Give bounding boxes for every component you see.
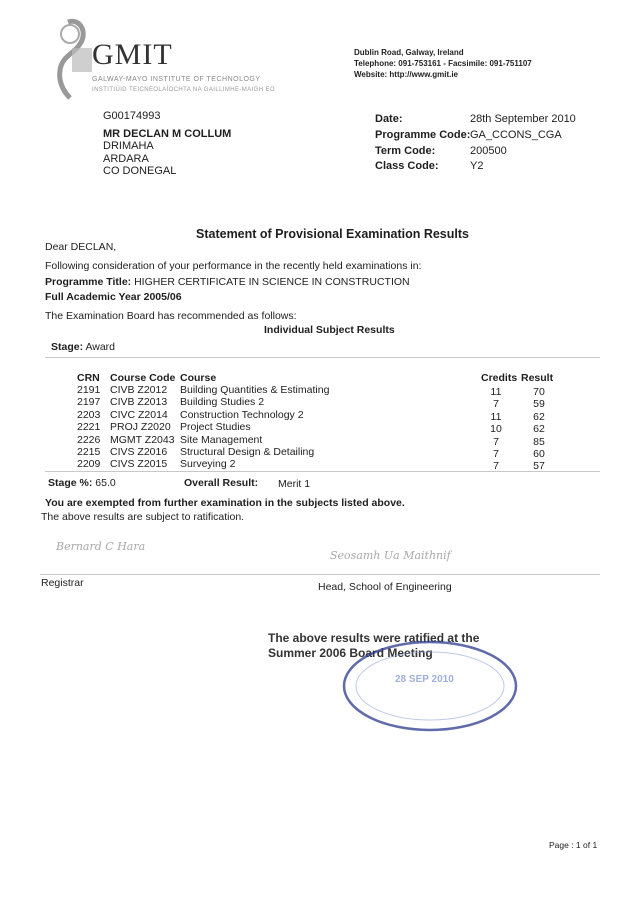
table-cell: 57 xyxy=(533,460,545,473)
stage-label: Stage: xyxy=(51,341,84,353)
stamp-text-line1: The above results were ratified at the xyxy=(268,631,480,645)
ratification-text: The above results are subject to ratification. xyxy=(41,511,245,523)
salutation: Dear DECLAN, xyxy=(45,241,117,253)
stamp-text-line2: Summer 2006 Board Meeting xyxy=(268,646,433,660)
table-cell: 62 xyxy=(533,423,545,436)
head-signature: Seosamh Ua Maithnif xyxy=(330,549,451,562)
term-code-value: 200500 xyxy=(470,145,507,157)
table-cell: 7 xyxy=(493,447,499,460)
institution-name: GALWAY-MAYO INSTITUTE OF TECHNOLOGY xyxy=(92,76,261,83)
institution-phone: Telephone: 091-753161 - Facsimile: 091-751107 xyxy=(354,59,532,68)
table-cell: 85 xyxy=(533,435,545,448)
table-cell: 59 xyxy=(533,398,545,411)
stage-line xyxy=(51,341,115,353)
table-cell: 2215 xyxy=(77,445,101,458)
signature-line xyxy=(40,574,600,575)
class-code-value: Y2 xyxy=(470,160,484,172)
table-cell: 2191 xyxy=(77,384,101,396)
stage-percent-value: 65.0 xyxy=(95,477,116,489)
programme-title-value: HIGHER CERTIFICATE IN SCIENCE IN CONSTRUCTION xyxy=(134,276,410,288)
table-cell: CIVS Z2016 xyxy=(110,445,168,458)
table-cell: Site Management xyxy=(180,433,263,446)
table-cell: Surveying 2 xyxy=(180,458,236,471)
term-code-label: Term Code: xyxy=(375,145,436,157)
table-cell: CIVS Z2015 xyxy=(110,458,168,471)
table-cell: 2226 xyxy=(77,433,101,446)
logo-wordmark: GMIT xyxy=(92,38,173,71)
date-label: Date: xyxy=(375,113,403,125)
overall-result-label: Overall Result: xyxy=(184,477,259,489)
stage-percent-label: Stage %: xyxy=(48,477,93,489)
student-id: G00174993 xyxy=(103,110,161,122)
header-crn: CRN xyxy=(77,372,100,384)
table-cell: Project Studies xyxy=(180,421,251,434)
header-course-code: Course Code xyxy=(110,372,176,384)
date-stamp-icon xyxy=(330,632,520,742)
divider xyxy=(45,471,600,472)
address-line: CO DONEGAL xyxy=(103,165,177,177)
address-line: ARDARA xyxy=(103,152,149,165)
table-cell: 7 xyxy=(493,398,499,411)
table-cell: Structural Design & Detailing xyxy=(180,445,315,458)
table-cell: 2209 xyxy=(77,458,101,471)
stage-percent xyxy=(48,477,116,489)
table-cell: Building Quantities & Estimating xyxy=(180,384,330,396)
stamp-date-text: 28 SEP 2010 xyxy=(395,674,454,685)
result-column xyxy=(530,386,548,473)
date-value: 28th September 2010 xyxy=(470,113,576,125)
table-cell: CIVB Z2013 xyxy=(110,396,168,409)
table-cell: 2203 xyxy=(77,408,101,421)
header-credits: Credits xyxy=(481,372,518,384)
header-result: Result xyxy=(521,372,554,384)
programme-title-label: Programme Title: xyxy=(45,276,132,288)
institution-website: Website: http://www.gmit.ie xyxy=(354,70,458,79)
overall-result-value: Merit 1 xyxy=(278,478,311,490)
institution-logo xyxy=(40,12,280,102)
institution-address: Dublin Road, Galway, Ireland xyxy=(354,48,464,57)
registrar-label: Registrar xyxy=(41,577,84,589)
results-heading: Individual Subject Results xyxy=(264,324,395,336)
table-cell: 10 xyxy=(490,423,502,436)
crn-column xyxy=(77,384,100,471)
table-cell: CIVC Z2014 xyxy=(110,408,168,421)
course-column xyxy=(180,384,329,471)
table-cell: 11 xyxy=(490,410,502,423)
table-cell: Construction Technology 2 xyxy=(180,408,304,421)
table-cell: Building Studies 2 xyxy=(180,396,265,409)
exemption-text: You are exempted from further examination in the subjects listed above. xyxy=(45,497,405,509)
institution-name-irish: INSTITIÚID TEICNEOLAÍOCHTA NA GAILLIMHE-MAIGH EO xyxy=(92,87,276,93)
class-code-label: Class Code: xyxy=(375,160,439,172)
academic-year: Full Academic Year 2005/06 xyxy=(45,291,182,303)
recipient-address xyxy=(103,140,176,178)
table-cell: 2197 xyxy=(77,396,101,409)
table-cell: CIVB Z2012 xyxy=(110,384,168,396)
table-cell: MGMT Z2043 xyxy=(110,433,175,446)
table-cell: 2221 xyxy=(77,421,101,434)
table-cell: 7 xyxy=(493,435,499,448)
head-label: Head, School of Engineering xyxy=(318,581,452,593)
table-cell: 62 xyxy=(533,410,545,423)
address-line: DRIMAHA xyxy=(103,140,154,152)
header-course: Course xyxy=(180,372,217,384)
statement-title: Statement of Provisional Examination Results xyxy=(196,227,469,241)
table-cell: PROJ Z2020 xyxy=(110,421,171,434)
table-cell: 7 xyxy=(493,460,499,473)
table-cell: 70 xyxy=(533,386,545,398)
programme-code-value: GA_CCONS_CGA xyxy=(470,129,562,141)
table-cell: 11 xyxy=(490,386,502,398)
divider xyxy=(45,357,600,358)
recipient-name: MR DECLAN M COLLUM xyxy=(103,128,232,140)
registrar-signature: Bernard C Hara xyxy=(56,540,146,553)
board-text: The Examination Board has recommended as follows: xyxy=(45,310,297,322)
table-cell: 60 xyxy=(533,447,545,460)
course-code-column xyxy=(110,384,175,471)
programme-code-label: Programme Code: xyxy=(375,129,471,141)
credits-column xyxy=(486,386,506,473)
stage-value: Award xyxy=(85,341,116,353)
page-number: Page : 1 of 1 xyxy=(549,840,598,850)
programme-title xyxy=(45,276,410,288)
intro-text: Following consideration of your performance in the recently held examinations in: xyxy=(45,260,422,272)
